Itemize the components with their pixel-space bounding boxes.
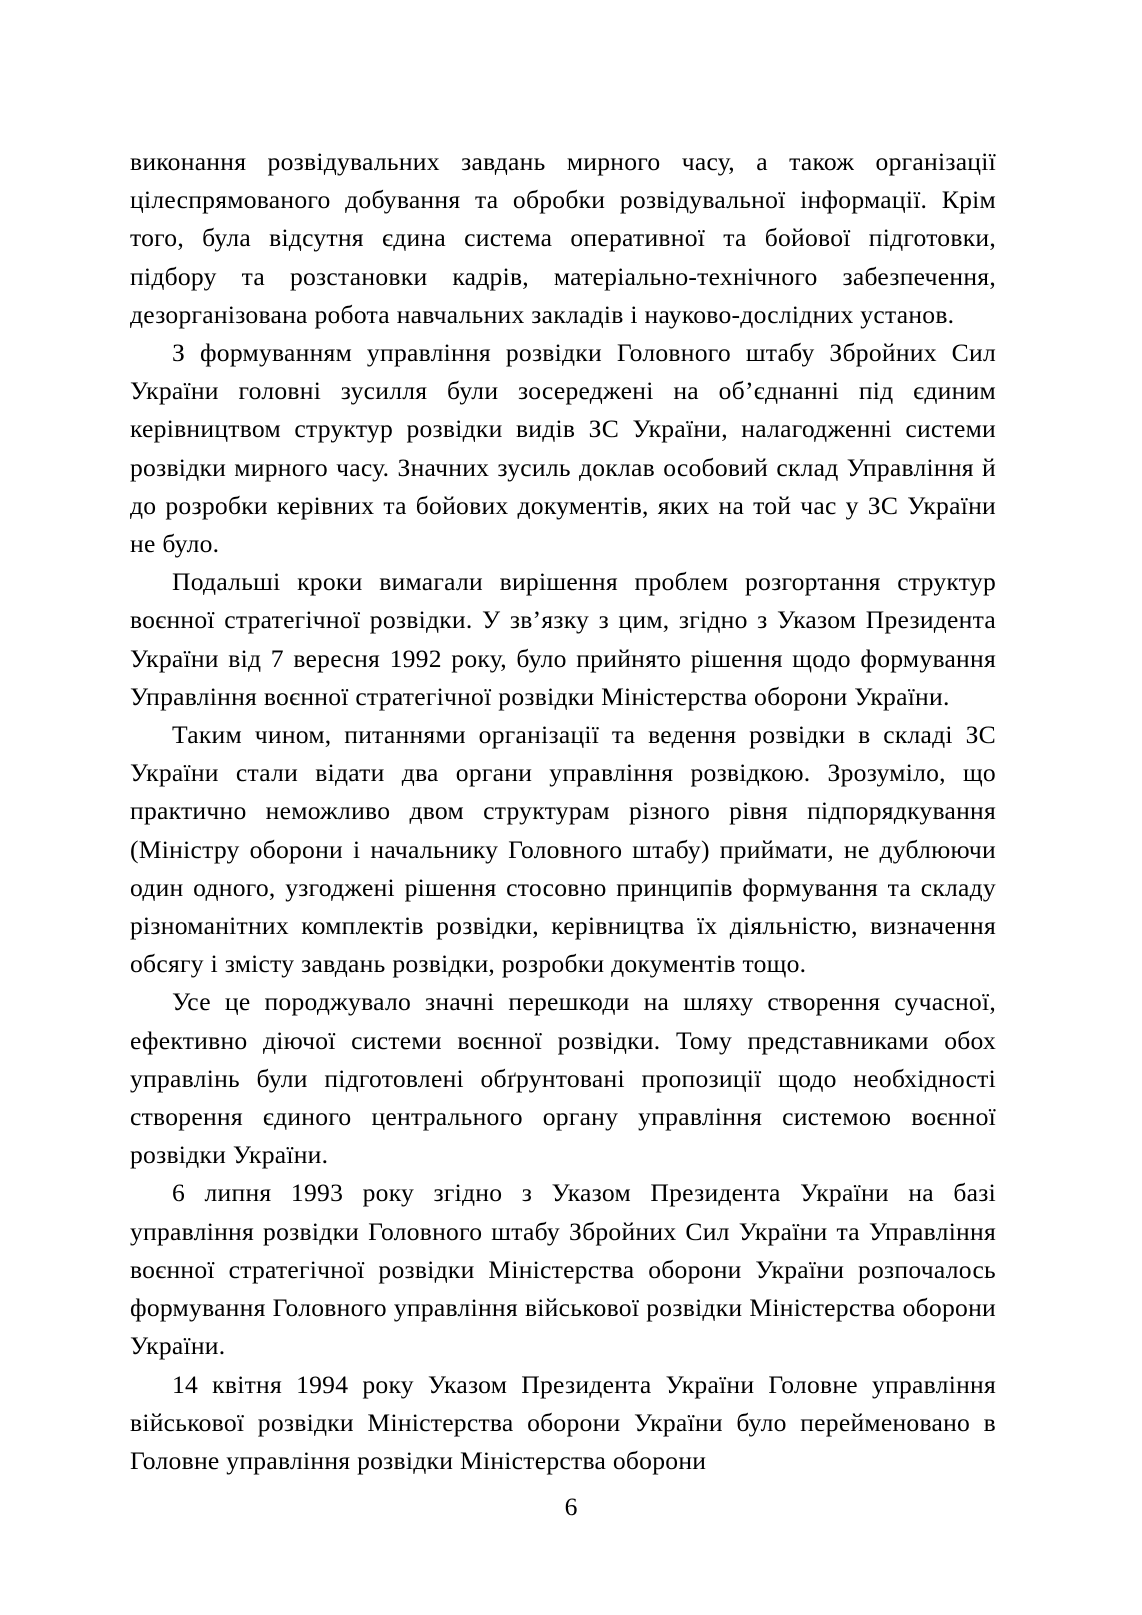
page-number: 6 xyxy=(564,1492,578,1521)
paragraph-6: 6 липня 1993 року згідно з Указом Президента України на базі управління розвідки Головного штабу Збройних Сил України та Управління воєнної стратегічної розвідки Міністерства оборони України розпочалось формування Головного управління військової розвідки Міністерства оборони України. xyxy=(130,1178,996,1361)
paragraph-3: Подальші кроки вимагали вирішення проблем розгортання структур воєнної стратегічної розвідки. У зв’язку з цим, згідно з Указом Президента України від 7 вересня 1992 року, було прийнято рішення щодо формування Управління воєнної стратегічної розвідки Міністерства оборони України. xyxy=(130,567,996,711)
paragraph-1: виконання розвідувальних завдань мирного часу, а також організації цілеспрямованого добування та обробки розвідувальної інформації. Крім того, була відсутня єдина система оперативної та бойової підготовки, підбору та розстановки кадрів, матеріально-технічного забезпечення, дезорганізована робота навчальних закладів і науково-дослідних установ. xyxy=(130,147,996,329)
paragraph-5: Усе це породжувало значні перешкоди на шляху створення сучасної, ефективно діючої системи воєнної розвідки. Тому представниками обох управлінь були підготовлені обґрунтовані пропозиції щодо необхідності створення єдиного центрального органу управління системою воєнної розвідки України. xyxy=(130,987,996,1170)
body-text-column xyxy=(130,143,996,1480)
paragraph-2: З формуванням управління розвідки Головного штабу Збройних Сил України головні зусилля були зосереджені на об’єднанні під єдиним керівництвом структур розвідки видів ЗС України, налагодженні системи розвідки мирного часу. Значних зусиль доклав особовий склад Управління й до розробки керівних та бойових документів, яких на той час у ЗС України не було. xyxy=(130,338,996,559)
paragraph-7: 14 квітня 1994 року Указом Президента України Головне управління військової розвідки Міністерства оборони України було перейменовано в Головне управління розвідки Міністерства оборони xyxy=(130,1369,996,1475)
paragraph-4: Таким чином, питаннями організації та ведення розвідки в складі ЗС України стали відати два органи управління розвідкою. Зрозуміло, що практично неможливо двом структурам різного рівня підпорядкування (Міністру оборони і начальнику Головного штабу) приймати, не дублюючи один одного, узгоджені рішення стосовно принципів формування та складу різноманітних комплектів розвідки, керівництва їх діяльністю, визначення обсягу і змісту завдань розвідки, розробки документів тощо. xyxy=(130,720,996,979)
